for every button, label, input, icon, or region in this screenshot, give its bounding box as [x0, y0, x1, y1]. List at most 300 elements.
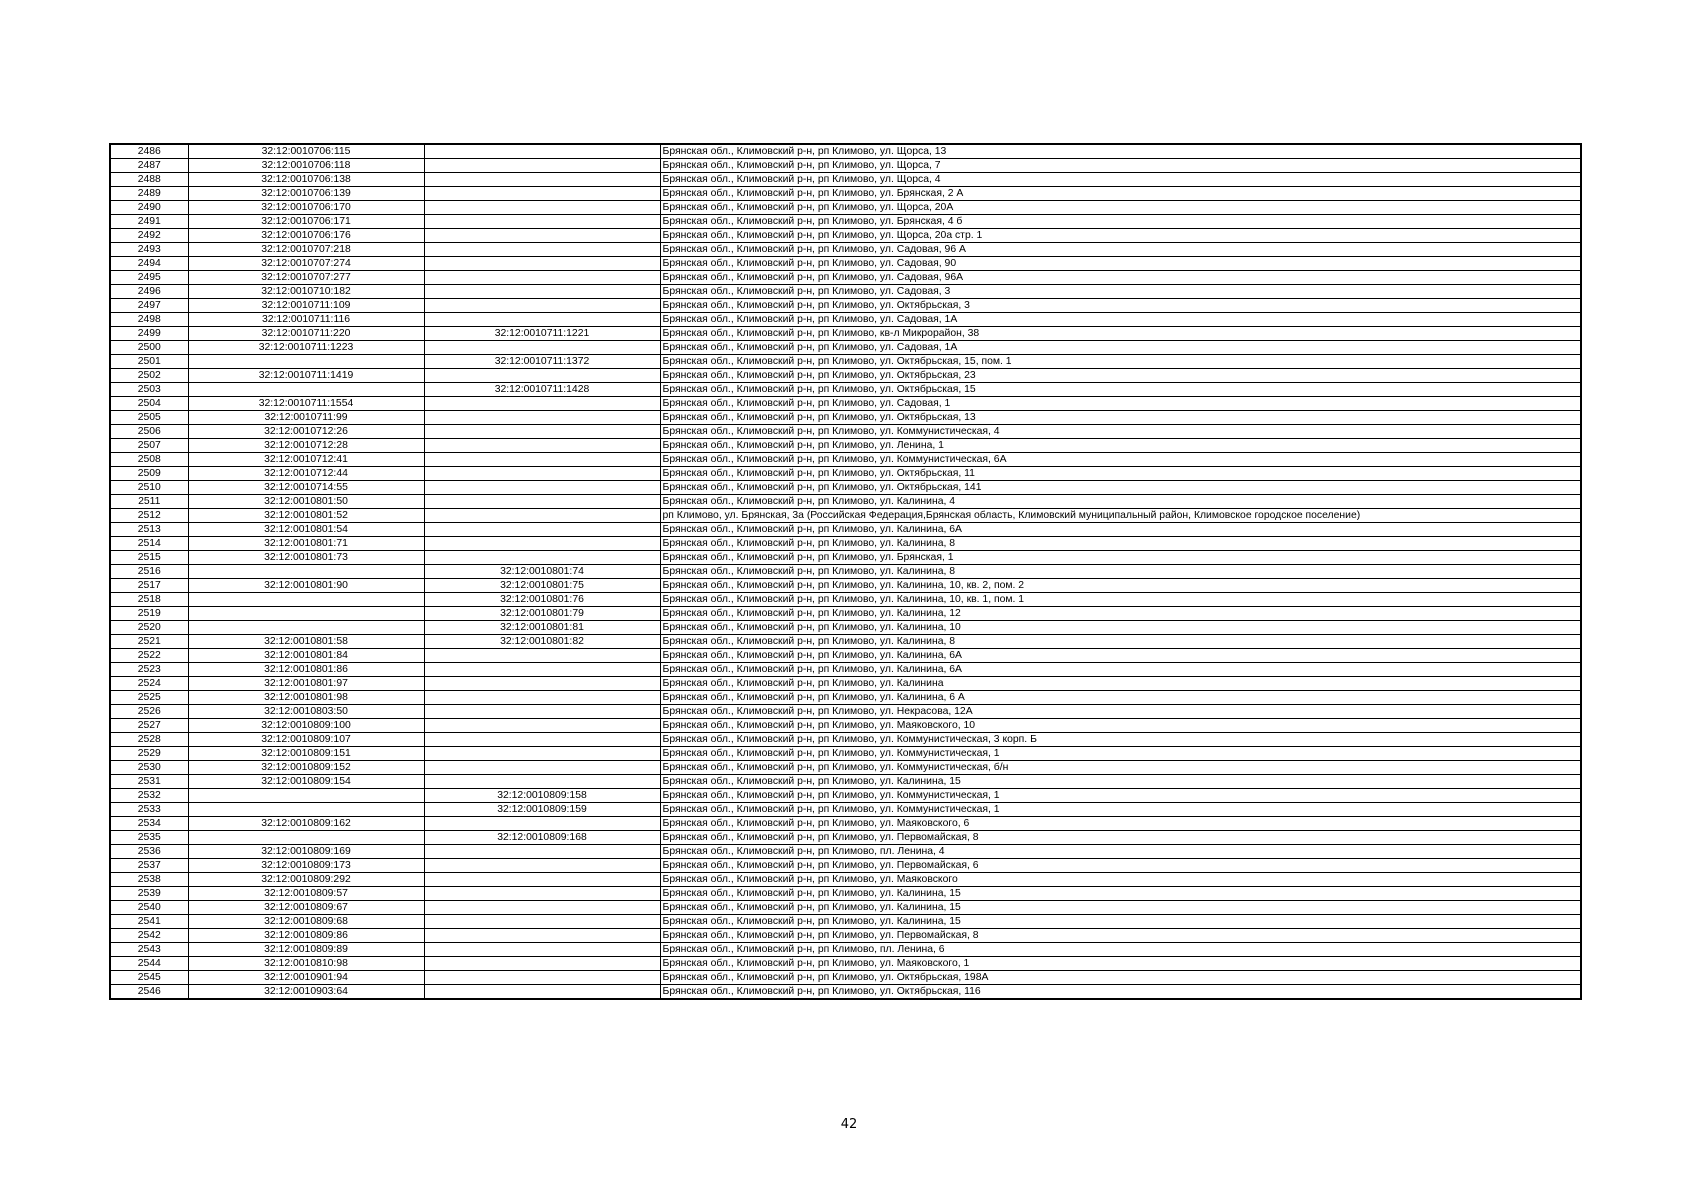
related-cadastral-number-cell: [424, 873, 660, 887]
row-number-cell: 2513: [110, 523, 188, 537]
cadastral-number-cell: 32:12:0010809:68: [188, 915, 424, 929]
row-number-cell: 2540: [110, 901, 188, 915]
address-cell: Брянская обл., Климовский р-н, рп Климово, ул. Коммунистическая, 3 корп. Б: [660, 733, 1581, 747]
address-cell: Брянская обл., Климовский р-н, рп Климово, ул. Октябрьская, 3: [660, 299, 1581, 313]
table-row: [110, 187, 1581, 201]
row-number-cell: 2515: [110, 551, 188, 565]
cadastral-number-cell: 32:12:0010809:86: [188, 929, 424, 943]
table-row: [110, 845, 1581, 859]
row-number-cell: 2512: [110, 509, 188, 523]
cadastral-number-cell: 32:12:0010706:138: [188, 173, 424, 187]
cadastral-number-cell: 32:12:0010809:100: [188, 719, 424, 733]
table-row: [110, 705, 1581, 719]
address-cell: Брянская обл., Климовский р-н, рп Климово, ул. Первомайская, 6: [660, 859, 1581, 873]
table-row: [110, 159, 1581, 173]
row-number-cell: 2523: [110, 663, 188, 677]
address-cell: Брянская обл., Климовский р-н, рп Климово, ул. Калинина, 8: [660, 565, 1581, 579]
table-row: [110, 313, 1581, 327]
related-cadastral-number-cell: [424, 761, 660, 775]
cadastral-number-cell: 32:12:0010801:50: [188, 495, 424, 509]
address-cell: Брянская обл., Климовский р-н, рп Климово, ул. Октябрьская, 11: [660, 467, 1581, 481]
table-row: [110, 271, 1581, 285]
row-number-cell: 2511: [110, 495, 188, 509]
table-row: [110, 859, 1581, 873]
related-cadastral-number-cell: [424, 649, 660, 663]
row-number-cell: 2516: [110, 565, 188, 579]
table-row: [110, 873, 1581, 887]
table-row: [110, 943, 1581, 957]
cadastral-number-cell: 32:12:0010712:44: [188, 467, 424, 481]
table-row: [110, 831, 1581, 845]
row-number-cell: 2507: [110, 439, 188, 453]
related-cadastral-number-cell: [424, 243, 660, 257]
row-number-cell: 2526: [110, 705, 188, 719]
address-cell: Брянская обл., Климовский р-н, рп Климово, ул. Калинина, 6А: [660, 663, 1581, 677]
cadastral-number-cell: 32:12:0010712:41: [188, 453, 424, 467]
cadastral-number-cell: [188, 383, 424, 397]
address-cell: Брянская обл., Климовский р-н, рп Климово, ул. Коммунистическая, 1: [660, 803, 1581, 817]
related-cadastral-number-cell: [424, 467, 660, 481]
related-cadastral-number-cell: [424, 957, 660, 971]
table-row: [110, 495, 1581, 509]
related-cadastral-number-cell: [424, 201, 660, 215]
address-cell: Брянская обл., Климовский р-н, рп Климово, ул. Первомайская, 8: [660, 831, 1581, 845]
address-cell: Брянская обл., Климовский р-н, рп Климово, ул. Садовая, 1А: [660, 313, 1581, 327]
related-cadastral-number-cell: [424, 313, 660, 327]
related-cadastral-number-cell: [424, 817, 660, 831]
address-cell: Брянская обл., Климовский р-н, рп Климово, ул. Садовая, 1: [660, 397, 1581, 411]
cadastral-number-cell: 32:12:0010801:52: [188, 509, 424, 523]
address-cell: Брянская обл., Климовский р-н, рп Климово, ул. Октябрьская, 15, пом. 1: [660, 355, 1581, 369]
row-number-cell: 2520: [110, 621, 188, 635]
address-cell: Брянская обл., Климовский р-н, рп Климово, ул. Маяковского, 6: [660, 817, 1581, 831]
address-cell: Брянская обл., Климовский р-н, рп Климово, ул. Октябрьская, 141: [660, 481, 1581, 495]
cadastral-number-cell: [188, 621, 424, 635]
row-number-cell: 2514: [110, 537, 188, 551]
address-cell: Брянская обл., Климовский р-н, рп Климово, ул. Калинина, 10, кв. 1, пом. 1: [660, 593, 1581, 607]
cadastral-number-cell: 32:12:0010801:54: [188, 523, 424, 537]
cadastral-number-cell: 32:12:0010801:84: [188, 649, 424, 663]
table-row: [110, 747, 1581, 761]
table-row: [110, 341, 1581, 355]
table-row: [110, 327, 1581, 341]
cadastral-number-cell: 32:12:0010707:277: [188, 271, 424, 285]
related-cadastral-number-cell: [424, 144, 660, 159]
registry-table-body: [110, 144, 1581, 999]
cadastral-number-cell: 32:12:0010809:107: [188, 733, 424, 747]
related-cadastral-number-cell: [424, 845, 660, 859]
table-row: [110, 201, 1581, 215]
related-cadastral-number-cell: [424, 663, 660, 677]
address-cell: Брянская обл., Климовский р-н, рп Климово, ул. Щорса, 7: [660, 159, 1581, 173]
cadastral-number-cell: 32:12:0010711:109: [188, 299, 424, 313]
cadastral-number-cell: [188, 789, 424, 803]
address-cell: Брянская обл., Климовский р-н, рп Климово, ул. Коммунистическая, б/н: [660, 761, 1581, 775]
cadastral-number-cell: 32:12:0010714:55: [188, 481, 424, 495]
row-number-cell: 2496: [110, 285, 188, 299]
cadastral-number-cell: 32:12:0010711:99: [188, 411, 424, 425]
cadastral-number-cell: 32:12:0010809:151: [188, 747, 424, 761]
cadastral-number-cell: 32:12:0010809:57: [188, 887, 424, 901]
row-number-cell: 2538: [110, 873, 188, 887]
cadastral-number-cell: 32:12:0010809:152: [188, 761, 424, 775]
address-cell: Брянская обл., Климовский р-н, рп Климово, ул. Калинина, 15: [660, 901, 1581, 915]
page-number: 42: [840, 1117, 858, 1132]
table-row: [110, 579, 1581, 593]
row-number-cell: 2490: [110, 201, 188, 215]
row-number-cell: 2531: [110, 775, 188, 789]
row-number-cell: 2518: [110, 593, 188, 607]
address-cell: Брянская обл., Климовский р-н, рп Климово, ул. Садовая, 90: [660, 257, 1581, 271]
cadastral-number-cell: 32:12:0010711:220: [188, 327, 424, 341]
address-cell: Брянская обл., Климовский р-н, рп Климово, ул. Калинина, 8: [660, 635, 1581, 649]
table-row: [110, 985, 1581, 1000]
table-row: [110, 243, 1581, 257]
table-row: [110, 649, 1581, 663]
table-row: [110, 173, 1581, 187]
related-cadastral-number-cell: [424, 229, 660, 243]
cadastral-number-cell: 32:12:0010712:26: [188, 425, 424, 439]
related-cadastral-number-cell: [424, 397, 660, 411]
related-cadastral-number-cell: [424, 705, 660, 719]
table-row: [110, 215, 1581, 229]
cadastral-number-cell: 32:12:0010901:94: [188, 971, 424, 985]
row-number-cell: 2489: [110, 187, 188, 201]
related-cadastral-number-cell: [424, 523, 660, 537]
table-row: [110, 901, 1581, 915]
row-number-cell: 2527: [110, 719, 188, 733]
row-number-cell: 2533: [110, 803, 188, 817]
cadastral-number-cell: 32:12:0010710:182: [188, 285, 424, 299]
related-cadastral-number-cell: 32:12:0010801:81: [424, 621, 660, 635]
row-number-cell: 2492: [110, 229, 188, 243]
address-cell: Брянская обл., Климовский р-н, рп Климово, ул. Брянская, 1: [660, 551, 1581, 565]
address-cell: Брянская обл., Климовский р-н, рп Климово, ул. Садовая, 1А: [660, 341, 1581, 355]
cadastral-number-cell: 32:12:0010801:98: [188, 691, 424, 705]
table-row: [110, 523, 1581, 537]
cadastral-number-cell: 32:12:0010809:154: [188, 775, 424, 789]
related-cadastral-number-cell: [424, 733, 660, 747]
address-cell: Брянская обл., Климовский р-н, рп Климово, ул. Калинина: [660, 677, 1581, 691]
related-cadastral-number-cell: [424, 915, 660, 929]
table-row: [110, 537, 1581, 551]
table-row: [110, 551, 1581, 565]
address-cell: Брянская обл., Климовский р-н, рп Климово, ул. Калинина, 4: [660, 495, 1581, 509]
address-cell: Брянская обл., Климовский р-н, рп Климово, ул. Калинина, 15: [660, 915, 1581, 929]
row-number-cell: 2519: [110, 607, 188, 621]
row-number-cell: 2498: [110, 313, 188, 327]
related-cadastral-number-cell: [424, 677, 660, 691]
related-cadastral-number-cell: 32:12:0010711:1372: [424, 355, 660, 369]
related-cadastral-number-cell: [424, 859, 660, 873]
related-cadastral-number-cell: 32:12:0010711:1221: [424, 327, 660, 341]
table-row: [110, 565, 1581, 579]
table-row: [110, 719, 1581, 733]
address-cell: Брянская обл., Климовский р-н, рп Климово, ул. Коммунистическая, 4: [660, 425, 1581, 439]
cadastral-number-cell: 32:12:0010801:58: [188, 635, 424, 649]
row-number-cell: 2535: [110, 831, 188, 845]
table-row: [110, 817, 1581, 831]
row-number-cell: 2493: [110, 243, 188, 257]
row-number-cell: 2534: [110, 817, 188, 831]
table-row: [110, 369, 1581, 383]
cadastral-number-cell: 32:12:0010809:67: [188, 901, 424, 915]
address-cell: Брянская обл., Климовский р-н, рп Климово, ул. Октябрьская, 198А: [660, 971, 1581, 985]
address-cell: Брянская обл., Климовский р-н, рп Климово, ул. Калинина, 6А: [660, 523, 1581, 537]
row-number-cell: 2503: [110, 383, 188, 397]
address-cell: Брянская обл., Климовский р-н, рп Климово, ул. Маяковского, 1: [660, 957, 1581, 971]
row-number-cell: 2495: [110, 271, 188, 285]
address-cell: Брянская обл., Климовский р-н, рп Климово, ул. Октябрьская, 13: [660, 411, 1581, 425]
address-cell: Брянская обл., Климовский р-н, рп Климово, ул. Коммунистическая, 6А: [660, 453, 1581, 467]
row-number-cell: 2509: [110, 467, 188, 481]
address-cell: Брянская обл., Климовский р-н, рп Климово, ул. Брянская, 4 б: [660, 215, 1581, 229]
address-cell: рп Климово, ул. Брянская, 3а (Российская Федерация,Брянская область, Климовский муниципальный район, Климовское городское поселение): [660, 509, 1581, 523]
table-row: [110, 915, 1581, 929]
cadastral-number-cell: 32:12:0010809:89: [188, 943, 424, 957]
cadastral-number-cell: 32:12:0010706:115: [188, 144, 424, 159]
row-number-cell: 2510: [110, 481, 188, 495]
cadastral-number-cell: 32:12:0010706:176: [188, 229, 424, 243]
table-row: [110, 733, 1581, 747]
cadastral-number-cell: 32:12:0010706:171: [188, 215, 424, 229]
cadastral-number-cell: 32:12:0010801:97: [188, 677, 424, 691]
table-row: [110, 257, 1581, 271]
table-row: [110, 789, 1581, 803]
related-cadastral-number-cell: [424, 901, 660, 915]
row-number-cell: 2541: [110, 915, 188, 929]
row-number-cell: 2529: [110, 747, 188, 761]
cadastral-number-cell: [188, 831, 424, 845]
cadastral-number-cell: [188, 565, 424, 579]
table-row: [110, 453, 1581, 467]
row-number-cell: 2501: [110, 355, 188, 369]
cadastral-number-cell: 32:12:0010801:86: [188, 663, 424, 677]
address-cell: Брянская обл., Климовский р-н, рп Климово, ул. Щорса, 20А: [660, 201, 1581, 215]
table-row: [110, 663, 1581, 677]
address-cell: Брянская обл., Климовский р-н, рп Климово, ул. Калинина, 6 А: [660, 691, 1581, 705]
cadastral-number-cell: 32:12:0010711:1223: [188, 341, 424, 355]
address-cell: Брянская обл., Климовский р-н, рп Климово, ул. Садовая, 96 А: [660, 243, 1581, 257]
address-cell: Брянская обл., Климовский р-н, рп Климово, ул. Октябрьская, 116: [660, 985, 1581, 1000]
row-number-cell: 2537: [110, 859, 188, 873]
related-cadastral-number-cell: [424, 495, 660, 509]
table-row: [110, 803, 1581, 817]
table-row: [110, 887, 1581, 901]
related-cadastral-number-cell: [424, 341, 660, 355]
related-cadastral-number-cell: [424, 985, 660, 1000]
table-row: [110, 397, 1581, 411]
row-number-cell: 2517: [110, 579, 188, 593]
row-number-cell: 2521: [110, 635, 188, 649]
related-cadastral-number-cell: 32:12:0010801:79: [424, 607, 660, 621]
address-cell: Брянская обл., Климовский р-н, рп Климово, ул. Первомайская, 8: [660, 929, 1581, 943]
related-cadastral-number-cell: 32:12:0010801:82: [424, 635, 660, 649]
related-cadastral-number-cell: 32:12:0010801:74: [424, 565, 660, 579]
cadastral-number-cell: 32:12:0010903:64: [188, 985, 424, 1000]
row-number-cell: 2486: [110, 144, 188, 159]
address-cell: Брянская обл., Климовский р-н, рп Климово, ул. Коммунистическая, 1: [660, 789, 1581, 803]
row-number-cell: 2488: [110, 173, 188, 187]
cadastral-number-cell: [188, 803, 424, 817]
table-row: [110, 761, 1581, 775]
address-cell: Брянская обл., Климовский р-н, рп Климово, ул. Октябрьская, 23: [660, 369, 1581, 383]
table-row: [110, 775, 1581, 789]
table-row: [110, 677, 1581, 691]
address-cell: Брянская обл., Климовский р-н, рп Климово, ул. Калинина, 10, кв. 2, пом. 2: [660, 579, 1581, 593]
row-number-cell: 2532: [110, 789, 188, 803]
address-cell: Брянская обл., Климовский р-н, рп Климово, ул. Некрасова, 12А: [660, 705, 1581, 719]
address-cell: Брянская обл., Климовский р-н, рп Климово, ул. Калинина, 10: [660, 621, 1581, 635]
address-cell: Брянская обл., Климовский р-н, рп Климово, ул. Садовая, 3: [660, 285, 1581, 299]
address-cell: Брянская обл., Климовский р-н, рп Климово, ул. Садовая, 96А: [660, 271, 1581, 285]
address-cell: Брянская обл., Климовский р-н, рп Климово, ул. Октябрьская, 15: [660, 383, 1581, 397]
cadastral-number-cell: 32:12:0010712:28: [188, 439, 424, 453]
row-number-cell: 2502: [110, 369, 188, 383]
address-cell: Брянская обл., Климовский р-н, рп Климово, ул. Брянская, 2 А: [660, 187, 1581, 201]
row-number-cell: 2546: [110, 985, 188, 1000]
related-cadastral-number-cell: [424, 257, 660, 271]
table-row: [110, 635, 1581, 649]
address-cell: Брянская обл., Климовский р-н, рп Климово, ул. Ленина, 1: [660, 439, 1581, 453]
row-number-cell: 2522: [110, 649, 188, 663]
table-row: [110, 929, 1581, 943]
table-row: [110, 285, 1581, 299]
related-cadastral-number-cell: [424, 453, 660, 467]
related-cadastral-number-cell: 32:12:0010711:1428: [424, 383, 660, 397]
cadastral-number-cell: 32:12:0010711:1419: [188, 369, 424, 383]
address-cell: Брянская обл., Климовский р-н, рп Климово, ул. Щорса, 13: [660, 144, 1581, 159]
related-cadastral-number-cell: [424, 187, 660, 201]
related-cadastral-number-cell: 32:12:0010809:158: [424, 789, 660, 803]
row-number-cell: 2491: [110, 215, 188, 229]
cadastral-number-cell: 32:12:0010706:139: [188, 187, 424, 201]
cadastral-number-cell: 32:12:0010809:292: [188, 873, 424, 887]
row-number-cell: 2487: [110, 159, 188, 173]
related-cadastral-number-cell: 32:12:0010809:168: [424, 831, 660, 845]
cadastral-number-cell: 32:12:0010809:173: [188, 859, 424, 873]
table-row: [110, 957, 1581, 971]
address-cell: Брянская обл., Климовский р-н, рп Климово, ул. Маяковского: [660, 873, 1581, 887]
cadastral-number-cell: 32:12:0010801:71: [188, 537, 424, 551]
cadastral-number-cell: 32:12:0010809:169: [188, 845, 424, 859]
related-cadastral-number-cell: [424, 775, 660, 789]
related-cadastral-number-cell: [424, 887, 660, 901]
row-number-cell: 2528: [110, 733, 188, 747]
table-row: [110, 299, 1581, 313]
related-cadastral-number-cell: [424, 271, 660, 285]
related-cadastral-number-cell: [424, 537, 660, 551]
cadastral-number-cell: 32:12:0010706:170: [188, 201, 424, 215]
related-cadastral-number-cell: [424, 369, 660, 383]
cadastral-number-cell: 32:12:0010810:98: [188, 957, 424, 971]
address-cell: Брянская обл., Климовский р-н, рп Климово, ул. Коммунистическая, 1: [660, 747, 1581, 761]
related-cadastral-number-cell: [424, 691, 660, 705]
row-number-cell: 2497: [110, 299, 188, 313]
related-cadastral-number-cell: [424, 747, 660, 761]
table-row: [110, 383, 1581, 397]
row-number-cell: 2542: [110, 929, 188, 943]
table-row: [110, 229, 1581, 243]
row-number-cell: 2500: [110, 341, 188, 355]
address-cell: Брянская обл., Климовский р-н, рп Климово, ул. Маяковского, 10: [660, 719, 1581, 733]
table-row: [110, 607, 1581, 621]
address-cell: Брянская обл., Климовский р-н, рп Климово, ул. Калинина, 15: [660, 775, 1581, 789]
row-number-cell: 2530: [110, 761, 188, 775]
related-cadastral-number-cell: [424, 425, 660, 439]
row-number-cell: 2508: [110, 453, 188, 467]
related-cadastral-number-cell: [424, 299, 660, 313]
table-row: [110, 971, 1581, 985]
address-cell: Брянская обл., Климовский р-н, рп Климово, ул. Щорса, 20а стр. 1: [660, 229, 1581, 243]
address-cell: Брянская обл., Климовский р-н, рп Климово, пл. Ленина, 6: [660, 943, 1581, 957]
related-cadastral-number-cell: [424, 971, 660, 985]
cadastral-number-cell: 32:12:0010711:1554: [188, 397, 424, 411]
row-number-cell: 2499: [110, 327, 188, 341]
related-cadastral-number-cell: [424, 551, 660, 565]
row-number-cell: 2544: [110, 957, 188, 971]
address-cell: Брянская обл., Климовский р-н, рп Климово, пл. Ленина, 4: [660, 845, 1581, 859]
related-cadastral-number-cell: [424, 929, 660, 943]
related-cadastral-number-cell: [424, 481, 660, 495]
related-cadastral-number-cell: 32:12:0010809:159: [424, 803, 660, 817]
related-cadastral-number-cell: [424, 719, 660, 733]
table-row: [110, 593, 1581, 607]
address-cell: Брянская обл., Климовский р-н, рп Климово, ул. Калинина, 8: [660, 537, 1581, 551]
table-row: [110, 439, 1581, 453]
cadastral-number-cell: 32:12:0010707:274: [188, 257, 424, 271]
row-number-cell: 2543: [110, 943, 188, 957]
related-cadastral-number-cell: [424, 215, 660, 229]
related-cadastral-number-cell: [424, 439, 660, 453]
table-row: [110, 509, 1581, 523]
cadastral-number-cell: 32:12:0010706:118: [188, 159, 424, 173]
related-cadastral-number-cell: [424, 159, 660, 173]
address-cell: Брянская обл., Климовский р-н, рп Климово, ул. Калинина, 12: [660, 607, 1581, 621]
property-registry-table: [109, 143, 1582, 1000]
table-row: [110, 144, 1581, 159]
row-number-cell: 2506: [110, 425, 188, 439]
cadastral-number-cell: [188, 607, 424, 621]
table-row: [110, 621, 1581, 635]
cadastral-number-cell: 32:12:0010801:73: [188, 551, 424, 565]
row-number-cell: 2494: [110, 257, 188, 271]
cadastral-number-cell: 32:12:0010809:162: [188, 817, 424, 831]
row-number-cell: 2505: [110, 411, 188, 425]
cadastral-number-cell: 32:12:0010707:218: [188, 243, 424, 257]
table-row: [110, 467, 1581, 481]
table-row: [110, 691, 1581, 705]
related-cadastral-number-cell: [424, 509, 660, 523]
related-cadastral-number-cell: [424, 411, 660, 425]
related-cadastral-number-cell: 32:12:0010801:76: [424, 593, 660, 607]
related-cadastral-number-cell: 32:12:0010801:75: [424, 579, 660, 593]
related-cadastral-number-cell: [424, 943, 660, 957]
row-number-cell: 2536: [110, 845, 188, 859]
row-number-cell: 2545: [110, 971, 188, 985]
cadastral-number-cell: [188, 355, 424, 369]
related-cadastral-number-cell: [424, 285, 660, 299]
table-row: [110, 425, 1581, 439]
related-cadastral-number-cell: [424, 173, 660, 187]
cadastral-number-cell: 32:12:0010711:116: [188, 313, 424, 327]
table-row: [110, 481, 1581, 495]
row-number-cell: 2524: [110, 677, 188, 691]
table-row: [110, 411, 1581, 425]
cadastral-number-cell: 32:12:0010803:50: [188, 705, 424, 719]
row-number-cell: 2539: [110, 887, 188, 901]
cadastral-number-cell: 32:12:0010801:90: [188, 579, 424, 593]
